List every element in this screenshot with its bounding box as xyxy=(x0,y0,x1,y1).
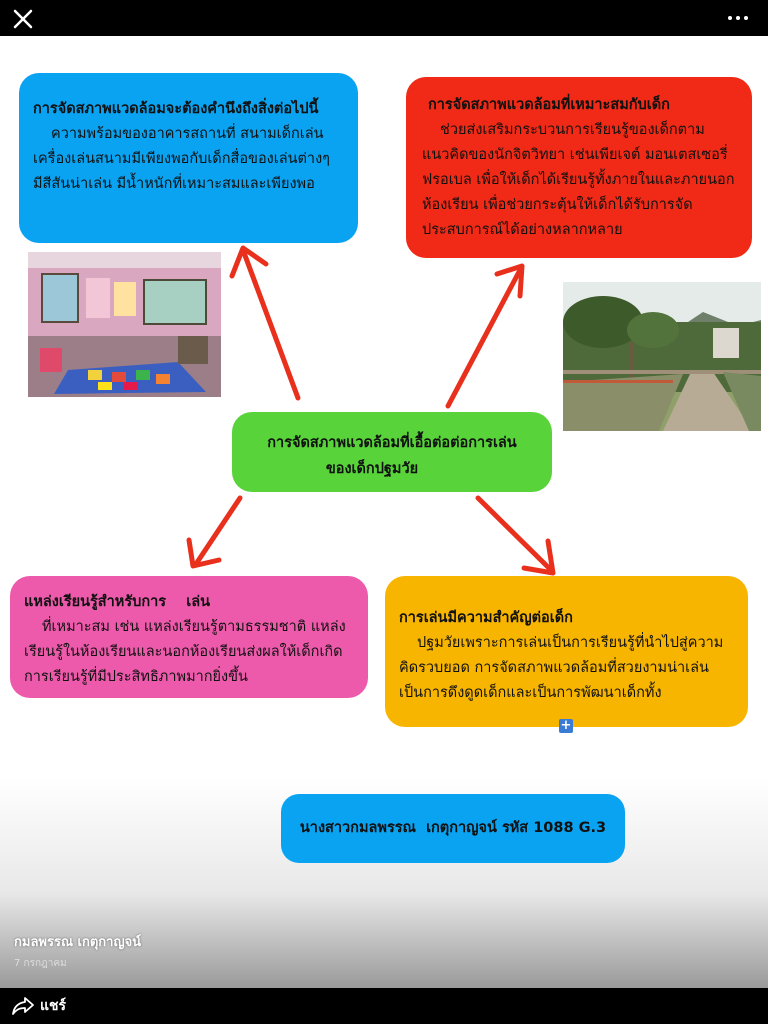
post-image[interactable] xyxy=(0,36,768,988)
schoolyard-photo xyxy=(563,282,761,431)
arrow-to-pink xyxy=(196,498,240,564)
suitable-environment-box xyxy=(406,77,752,258)
box-title: การจัดสภาพแวดล้อมจะต้องคำนึงถึงสิ่งต่อไปนี้ xyxy=(33,101,319,117)
box-body: ปฐมวัยเพราะการเล่นเป็นการเรียนรู้ที่นำไปสู่ความคิดรวบยอด การจัดสภาพแวดล้อมที่สวยงามน่าเล่น เป็นการดึงดูดเด็กและเป็นการพัฒนาเด็กทั้ง xyxy=(399,635,724,701)
box-body: ช่วยส่งเสริมกระบวนการเรียนรู้ของเด็กตามแนวคิดของนักจิตวิทยา เช่นเพียเจต์ มอนเตสเซอรี่ ฟรอเบล เพื่อให้เด็กได้เรียนรู้ทั้งภายในและภายนอกห้องเรียน เพื่อช่วยกระตุ้นให้เด็กได้รับการจัดประสบการณ์ได้อย่างหลากหลาย xyxy=(422,122,735,238)
arrow-to-red xyxy=(448,270,520,406)
box-body: ความพร้อมของอาคารสถานที่ สนามเด็กเล่น เครื่องเล่นสนามมีเพียงพอกับเด็กสื่อของเล่นต่างๆ มีสีสันน่าเล่น มีน้ำหนักที่เหมาะสมและเพียงพอ xyxy=(33,126,330,192)
central-topic-line1: การจัดสภาพแวดล้อมที่เอื้อต่อต่อการเล่น xyxy=(267,435,517,451)
author-name-text: นางสาวกมลพรรณ เกตุกาญจน์ รหัส 1088 G.3 xyxy=(299,820,607,836)
expand-plus-button[interactable]: + xyxy=(560,718,572,733)
top-bar xyxy=(0,0,768,36)
arrow-to-orange xyxy=(478,498,552,571)
box-title: การเล่นมีความสำคัญต่อเด็ก xyxy=(399,610,573,626)
share-button[interactable] xyxy=(12,994,66,1018)
importance-of-play-box xyxy=(385,576,748,727)
more-horizontal-icon[interactable] xyxy=(726,10,750,26)
author-name-box xyxy=(281,794,625,863)
box-title: แหล่งเรียนรู้สำหรับการ เล่น xyxy=(24,594,211,610)
environment-considerations-box xyxy=(19,73,358,243)
classroom-photo xyxy=(28,252,221,397)
central-topic-line2: ของเด็กปฐมวัย xyxy=(325,461,419,477)
arrow-to-blue xyxy=(243,250,298,398)
learning-resources-box xyxy=(10,576,368,698)
post-date: 7 กรกฎาคม xyxy=(14,958,67,969)
share-icon xyxy=(12,996,34,1016)
share-label: แชร์ xyxy=(40,998,67,1014)
central-topic-box xyxy=(232,412,552,492)
box-title: การจัดสภาพแวดล้อมที่เหมาะสมกับเด็ก xyxy=(428,97,670,113)
post-author[interactable]: กมลพรรณ เกตุกาญจน์ xyxy=(14,935,142,950)
close-icon[interactable] xyxy=(10,6,36,32)
bottom-bar xyxy=(0,988,768,1024)
box-body: ที่เหมาะสม เช่น แหล่งเรียนรู้ตามธรรมชาติ แหล่งเรียนรู้ในห้องเรียนและนอกห้องเรียนส่งผลให้เด็กเกิดการเรียนรู้ที่มีประสิทธิภาพมากยิ่งขึ้น xyxy=(24,619,346,685)
